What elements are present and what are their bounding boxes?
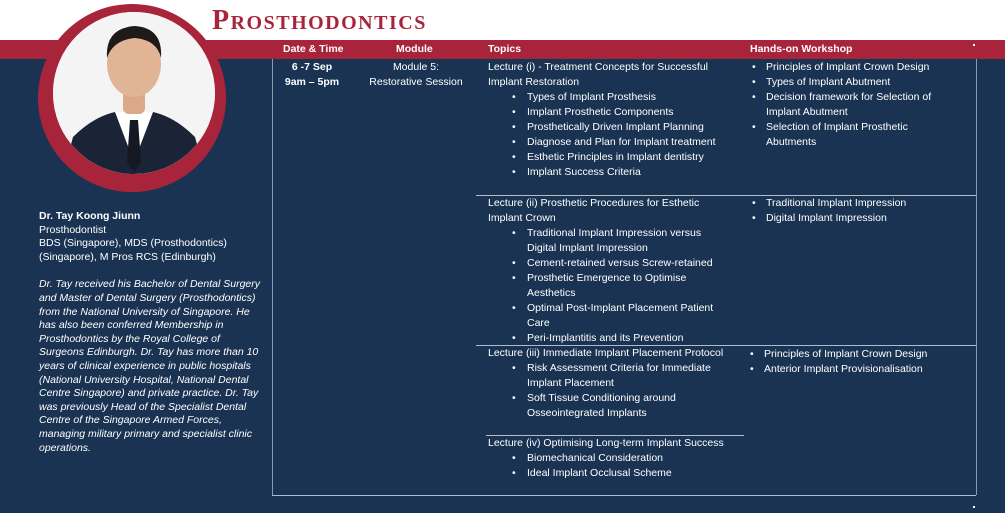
topic-item: • Types of Implant Prosthesis (488, 90, 743, 105)
topic-item: • Implant Prosthetic Components (488, 105, 743, 120)
topic-list (488, 226, 743, 346)
session-datetime (272, 60, 352, 90)
header-topics: Topics (488, 43, 522, 55)
lecture-title-line: Lecture (i) - Treatment Concepts for Successful (488, 61, 709, 73)
header-date-time: Date & Time (283, 43, 344, 55)
workshop-list (750, 196, 965, 226)
lecture-3-topics (488, 346, 743, 421)
speaker-name: Dr. Tay Koong Jiunn (39, 210, 141, 222)
session-module (360, 60, 472, 90)
lecture-title-line: Implant Crown (488, 212, 556, 224)
avatar (53, 12, 215, 174)
topic-item-text: Digital Implant Impression (527, 242, 648, 254)
workshop-item: • Traditional Implant Impression (750, 196, 965, 211)
topic-item: • Ideal Implant Occlusal Scheme (488, 466, 743, 481)
topic-item (488, 301, 743, 331)
speaker-role: Prosthodontist (39, 223, 107, 236)
topic-item-text: Care (527, 317, 550, 329)
topic-item: • Diagnose and Plan for Implant treatment (488, 135, 743, 150)
lecture-2-workshop (750, 196, 965, 226)
lecture-title: Lecture (iv) Optimising Long-term Implant Success (488, 437, 724, 449)
speaker-portrait-icon (53, 12, 215, 174)
topic-item-text: • Risk Assessment Criteria for Immediate (527, 362, 711, 374)
topic-item-text: • Traditional Implant Impression versus (527, 227, 702, 239)
topic-item: • Implant Success Criteria (488, 165, 743, 180)
lecture-title (488, 60, 743, 90)
topic-item: • Prosthetically Driven Implant Planning (488, 120, 743, 135)
topic-item: • Cement-retained versus Screw-retained (488, 256, 743, 271)
lecture-2-topics (488, 196, 743, 346)
workshop-item-text: Principles of Implant Crown Design (766, 61, 930, 73)
session-date: 6 -7 Sep (291, 61, 333, 73)
lecture-title (488, 196, 743, 226)
workshop-item-text: Implant Abutment (766, 106, 848, 118)
workshop-list (748, 347, 970, 377)
topic-item (488, 271, 743, 301)
workshop-item (750, 90, 965, 120)
workshop-item: • Digital Implant Impression (750, 211, 965, 226)
workshop-item-text: Abutments (766, 136, 817, 148)
topic-item (488, 361, 743, 391)
workshop-item (750, 75, 965, 90)
topic-item-text: Aesthetics (527, 287, 576, 299)
lecture-title: Lecture (iii) Immediate Implant Placement Protocol (488, 347, 724, 359)
module-name: Restorative Session (369, 76, 463, 88)
corner-mark (973, 44, 975, 46)
topic-item (488, 226, 743, 256)
module-number: Module 5: (392, 61, 440, 73)
topic-item-text: • Soft Tissue Conditioning around (527, 392, 676, 404)
lecture-4-topics (488, 436, 743, 481)
header-module: Module (396, 43, 433, 55)
topic-item-text: Osseointegrated Implants (527, 407, 647, 419)
session-time: 9am – 5pm (284, 76, 340, 88)
topic-item-text: • Optimal Post-Implant Placement Patient (527, 302, 714, 314)
workshop-item-text: Types of Implant Abutment (766, 76, 891, 88)
workshop-item: • Anterior Implant Provisionalisation (748, 362, 970, 377)
speaker-bio-block (39, 210, 261, 455)
workshop-item (750, 60, 965, 75)
lecture-1-workshop (750, 60, 965, 150)
lecture-title-line: Lecture (ii) Prosthetic Procedures for Esthetic (488, 197, 700, 209)
topic-list (488, 361, 743, 421)
topic-item (488, 391, 743, 421)
topic-item: • Esthetic Principles in Implant dentistry (488, 150, 743, 165)
workshop-item (750, 120, 965, 150)
topic-list (488, 90, 743, 180)
workshop-item-text: • Decision framework for Selection of (766, 91, 932, 103)
workshop-item: • Principles of Implant Crown Design (748, 347, 970, 362)
table-bottom-border (272, 495, 976, 496)
topic-list (488, 451, 743, 481)
lecture-title-line: Implant Restoration (488, 76, 580, 88)
lecture-1-topics (488, 60, 743, 180)
speaker-description: Dr. Tay received his Bachelor of Dental Surgery and Master of Dental Surgery (Prosthodontics) from the National University of Singapore. He has also been conferred Membership in Prosthodontics by the Royal College of Surgeons Edinburgh. Dr. Tay has more than 10 years of clinical experience in public hospitals (National University Hospital, National Dental Centre Singapore) and private practice. Dr. Tay was previously Head of the Specialist Dental Centre of the Singapore Armed Forces, managing military primary and specialist clinic operations. (39, 278, 260, 454)
workshop-item-text: • Selection of Implant Prosthetic (766, 121, 908, 133)
topic-item: • Biomechanical Consideration (488, 451, 743, 466)
topic-item: • Peri-Implantitis and its Prevention (488, 331, 743, 346)
page-title: Prosthodontics (212, 5, 427, 36)
topic-item-text: • Prosthetic Emergence to Optimise (527, 272, 687, 284)
lecture-3-workshop (748, 347, 970, 377)
workshop-list (750, 60, 965, 150)
topic-item-text: Implant Placement (527, 377, 614, 389)
corner-mark (973, 506, 975, 508)
speaker-qualifications: BDS (Singapore), MDS (Prosthodontics) (Singapore), M Pros RCS (Edinburgh) (39, 237, 227, 263)
header-workshop: Hands-on Workshop (750, 43, 853, 55)
